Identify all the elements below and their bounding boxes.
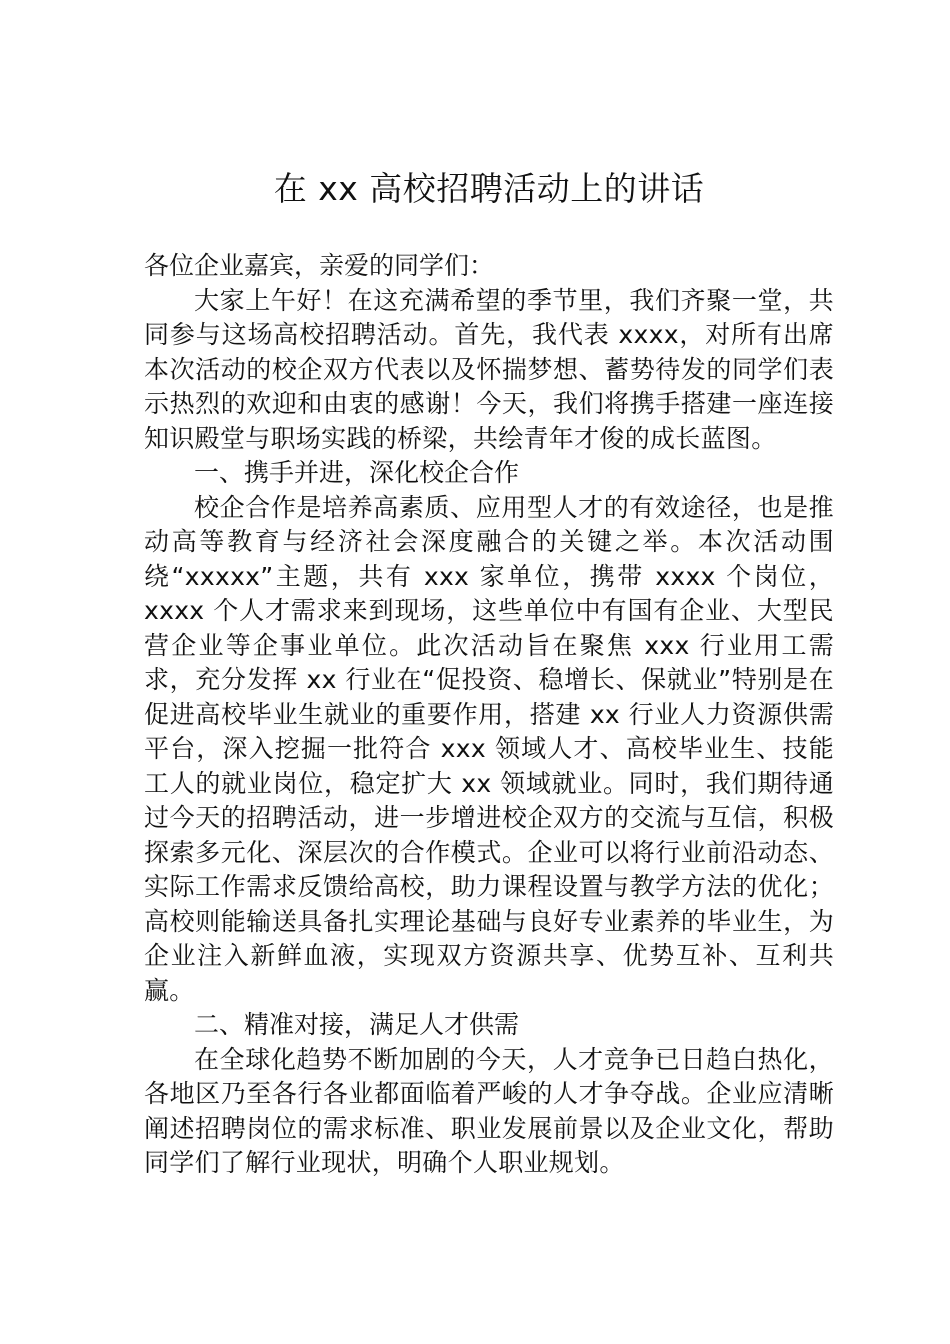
- intro-paragraph: 大家上午好！在这充满希望的季节里，我们齐聚一堂，共同参与这场高校招聘活动。首先，我代表 xxxx，对所有出席本次活动的校企双方代表以及怀揣梦想、蓄势待发的同学们表示热烈的欢迎和由衷的感谢！今天，我们将携手搭建一座连接知识殿堂与职场实践的桥梁，共绘青年才俊的成长蓝图。: [144, 285, 834, 453]
- salutation: 各位企业嘉宾，亲爱的同学们：: [144, 251, 495, 280]
- section-2-paragraph: 在全球化趋势不断加剧的今天，人才竞争已日趋白热化，各地区乃至各行各业都面临着严峻的人才争夺战。企业应清晰阐述招聘岗位的需求标准、职业发展前景以及企业文化，帮助同学们了解行业现状，明确个人职业规划。: [144, 1044, 834, 1177]
- section-heading-2: 二、精准对接，满足人才供需: [194, 1010, 520, 1039]
- document-title: 在 xx 高校招聘活动上的讲话: [273, 169, 705, 208]
- section-heading-1: 一、携手并进，深化校企合作: [194, 458, 520, 487]
- section-1-paragraph: 校企合作是培养高素质、应用型人才的有效途径，也是推动高等教育与经济社会深度融合的关键之举。本次活动围绕“xxxxx”主题，共有 xxx 家单位，携带 xxxx 个岗位，xxxx 个人才需求来到现场，这些单位中有国有企业、大型民营企业等企事业单位。此次活动旨在聚焦 xxx 行业用工需求，充分发挥 xx 行业在“促投资、稳增长、保就业”特别是在促进高校毕业生就业的重要作用，搭建 xx 行业人力资源供需平台，深入挖掘一批符合 xxx 领域人才、高校毕业生、技能工人的就业岗位，稳定扩大 xx 领域就业。同时，我们期待通过今天的招聘活动，进一步增进校企双方的交流与互信，积极探索多元化、深层次的合作模式。企业可以将行业前沿动态、实际工作需求反馈给高校，助力课程设置与教学方法的优化；高校则能输送具备扎实理论基础与良好专业素养的毕业生，为企业注入新鲜血液，实现双方资源共享、优势互补、互利共赢。: [144, 492, 834, 1005]
- document-page: [144, 165, 834, 1181]
